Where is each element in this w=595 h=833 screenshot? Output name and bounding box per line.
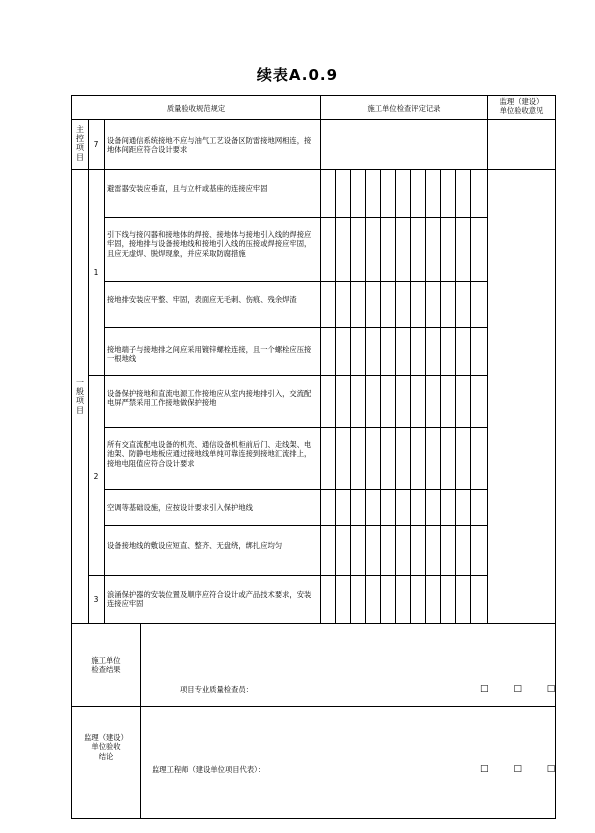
header-supervision-line2: 单位验收意见 xyxy=(499,106,544,115)
item-text: 接地端子与接地排之间应采用镀锌螺栓连接，且一个螺栓应压接一根地线 xyxy=(107,345,312,364)
main-control-label-char: 主 xyxy=(76,125,84,134)
construction-sign-label: 项目专业质量检查员： xyxy=(180,685,253,694)
general-label-char: 项 xyxy=(76,396,84,406)
item-text: 引下线与接闪器和接地体的焊接、接地体与接地引入线的焊接应牢固，接地排与设备接地线和接地引入线的压接或焊接应牢固，且应无虚焊、脱焊现象，并应采取防腐措施 xyxy=(107,230,312,258)
general-label xyxy=(75,378,85,415)
item-text: 避雷器安装应垂直，且与立杆或基座的连接应牢固 xyxy=(107,184,268,193)
construction-label-line: 检查结果 xyxy=(91,665,121,675)
header-check: 施工单位检查评定记录 xyxy=(367,104,441,113)
item-text: 设备保护接地和直流电源工作接地应从室内接地排引入，交流配电屏严禁采用工作接地做保护接地 xyxy=(107,389,312,408)
supervision-label xyxy=(72,733,140,761)
item-text: 浪涌保护器的安装位置及顺序应符合设计或产品技术要求，安装连接应牢固 xyxy=(107,590,312,609)
supervision-sign-label: 监理工程师（建设单位项目代表）： xyxy=(152,765,266,774)
main-control-label xyxy=(75,125,85,162)
general-label-char: 目 xyxy=(76,405,84,415)
page-title: 续表A.0.9 xyxy=(256,66,339,84)
group-number: 3 xyxy=(93,595,99,604)
header-spec: 质量验收规范规定 xyxy=(166,104,226,113)
supervision-date-boxes: □ □ □ xyxy=(480,764,567,774)
item-text: 所有交直流配电设备的机壳、通信设备机柜前后门、走线架、电池架、防静电地板应通过接地线单纯可靠连接到接地汇流排上，接地电阻值应符合设计要求 xyxy=(107,440,312,468)
main-control-number: 7 xyxy=(93,140,99,149)
construction-date-boxes: □ □ □ xyxy=(480,684,567,694)
main-control-text: 设备间通信系统接地不应与油气工艺设备区防雷接地网相连，接地体间距应符合设计要求 xyxy=(107,136,312,155)
group-number: 2 xyxy=(93,472,99,481)
item-text: 设备接地线的敷设应短直、整齐、无盘绕，绑扎应均匀 xyxy=(107,541,283,550)
construction-label-line: 施工单位 xyxy=(91,656,121,665)
main-control-label-char: 项 xyxy=(76,143,84,153)
construction-label xyxy=(72,656,140,675)
main-control-label-char: 目 xyxy=(76,152,84,162)
group-number: 1 xyxy=(93,268,99,277)
item-text: 空调等基础设施，应按设计要求引入保护地线 xyxy=(107,503,253,512)
general-label-char: 般 xyxy=(76,387,84,397)
main-control-label-char: 控 xyxy=(76,134,84,144)
header-supervision-line1: 监理（建设） xyxy=(499,97,544,106)
general-label-char: 一 xyxy=(76,378,84,387)
supervision-label-line: 单位验收 xyxy=(91,742,121,752)
item-text: 接地排安装应平整、牢固，表面应无毛刺、伤痕、残余焊渣 xyxy=(107,295,297,304)
supervision-label-line: 监理（建设） xyxy=(84,733,128,742)
supervision-label-line: 结论 xyxy=(98,751,114,761)
